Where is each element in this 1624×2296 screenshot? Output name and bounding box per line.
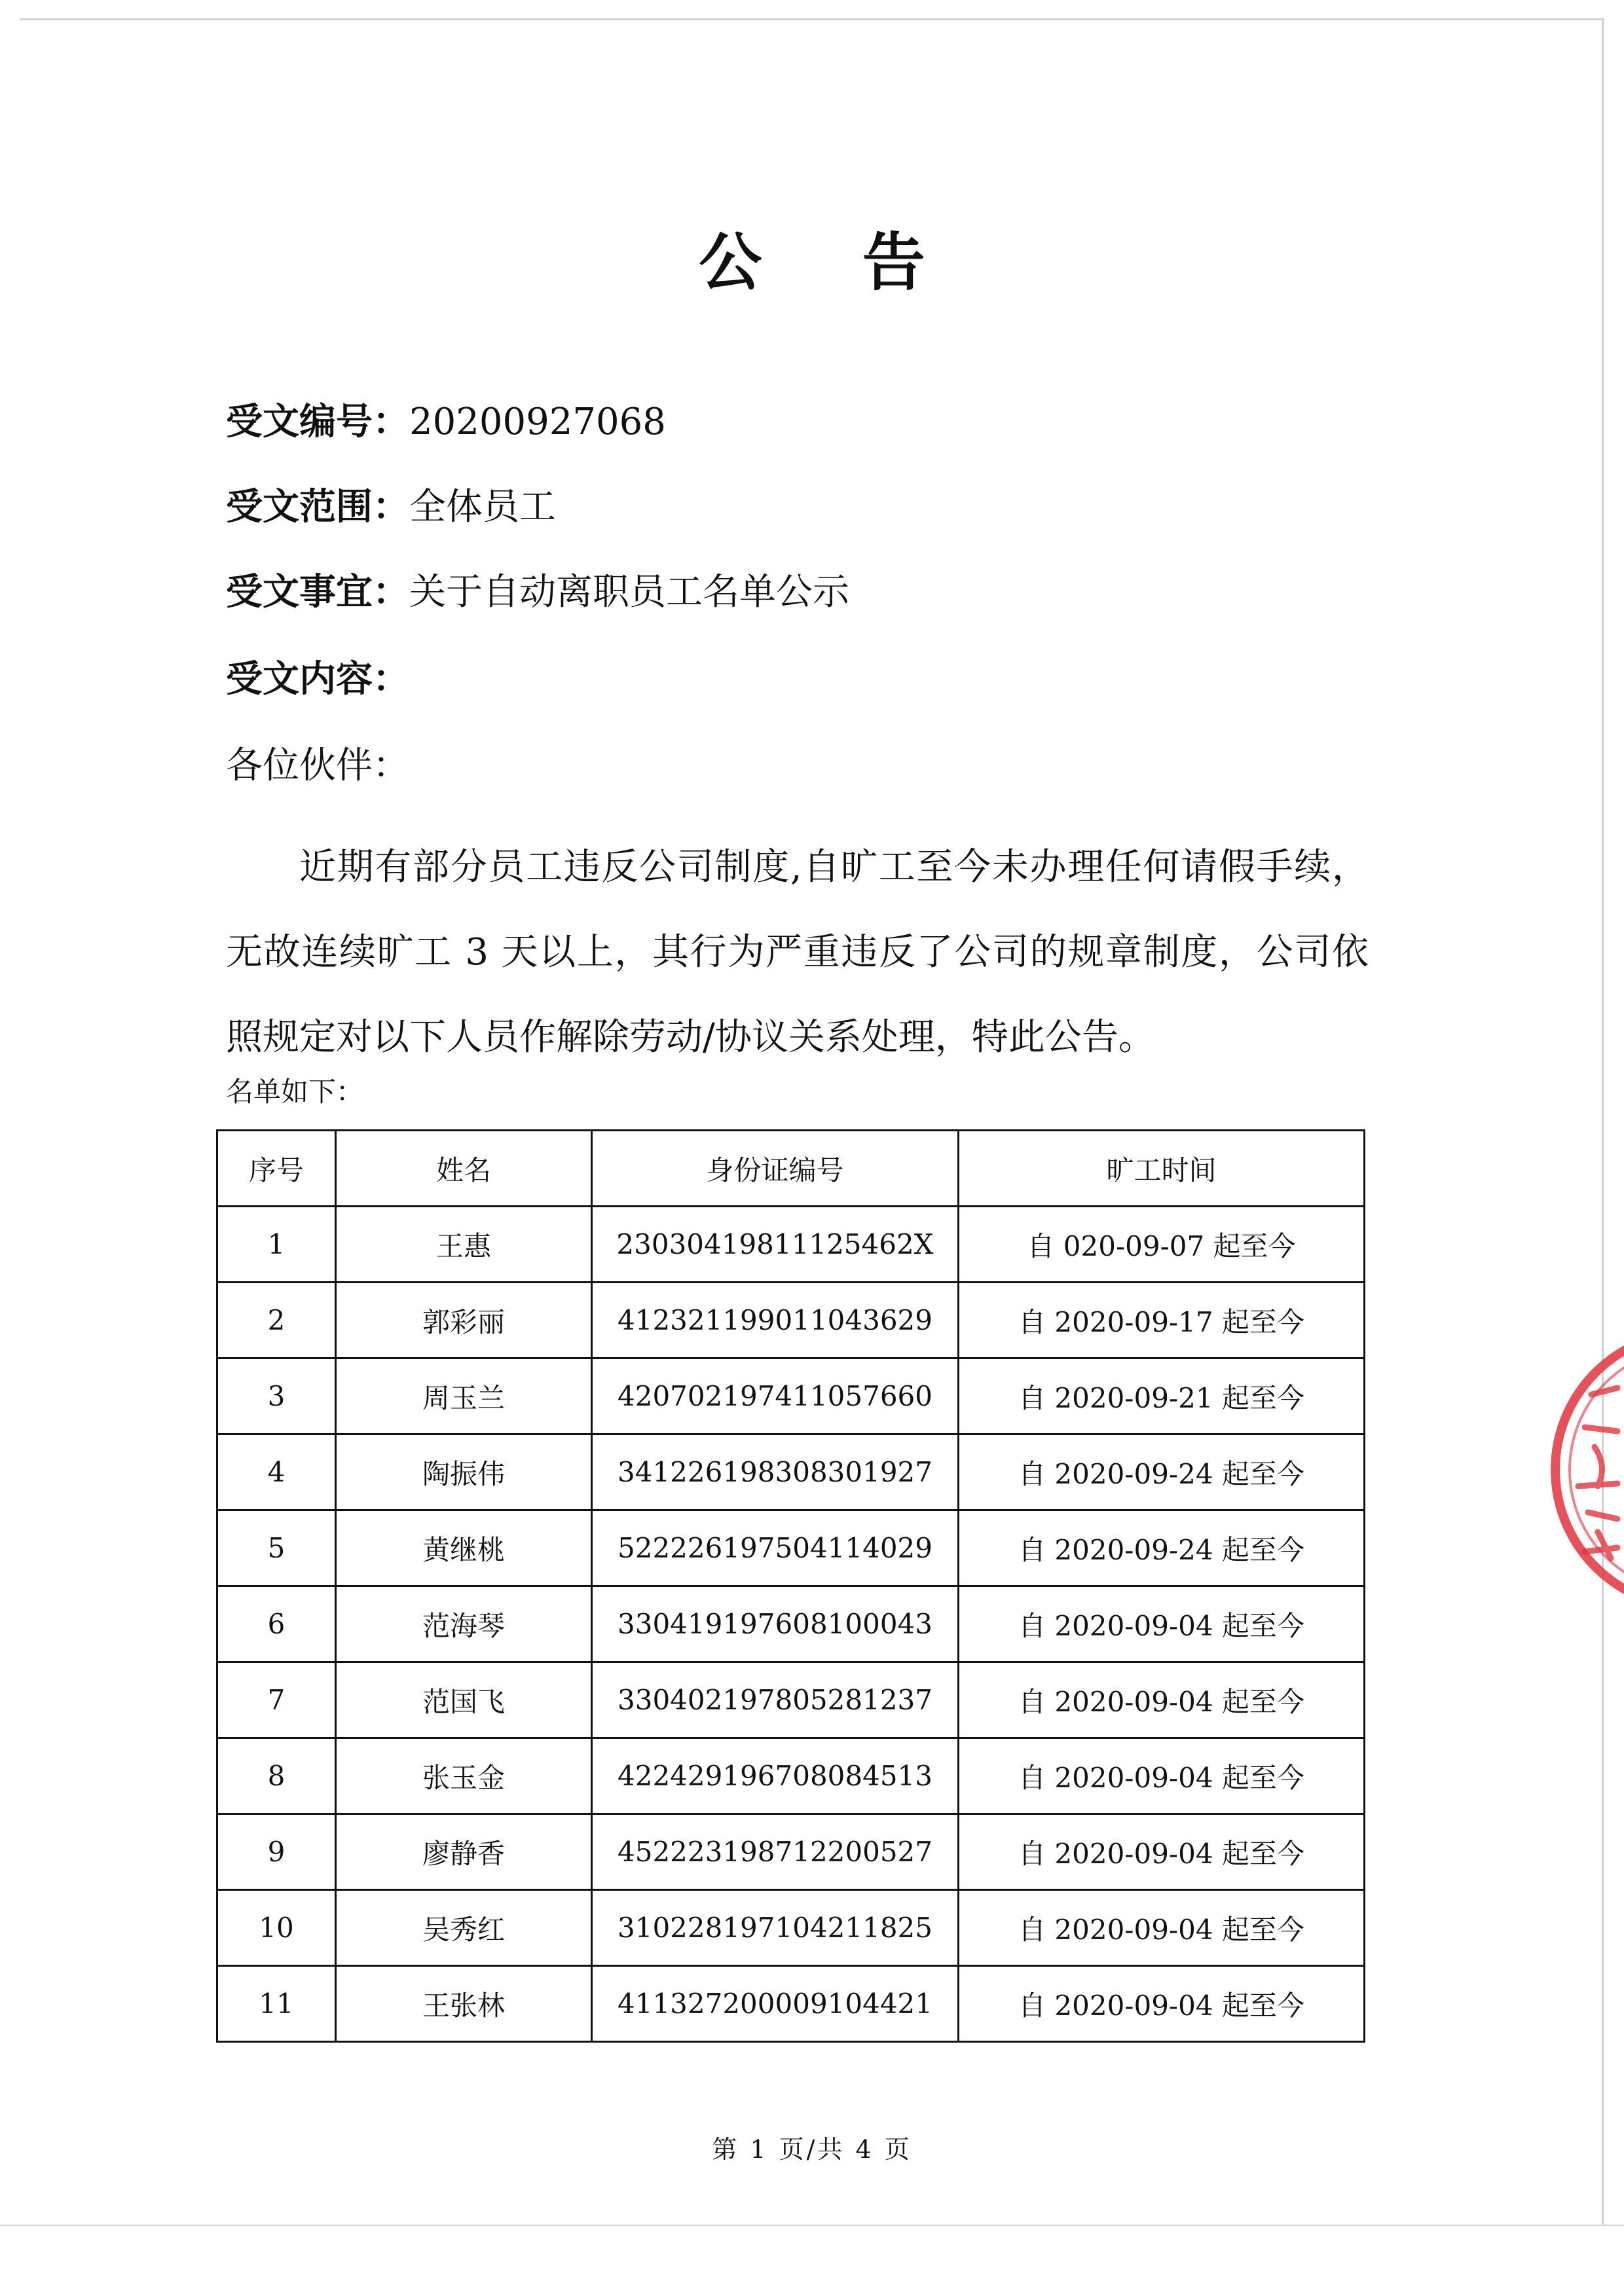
seal-ring: [1555, 1332, 1624, 1607]
cell-index: 3: [217, 1358, 336, 1434]
table-row: [217, 1434, 1365, 1510]
greeting: 各位伙伴：: [226, 744, 409, 787]
cell-index: 11: [217, 1966, 336, 2042]
field-content: [226, 657, 409, 702]
right-edge-line: [1602, 18, 1604, 2225]
field-value: 20200927068: [409, 401, 666, 443]
cell-index: 4: [217, 1434, 336, 1510]
field-label: 受文范围：: [226, 486, 409, 528]
table-row: [217, 1814, 1365, 1890]
cell-id-number: 330419197608100043: [592, 1586, 959, 1662]
company-seal-stamp: [1539, 1316, 1624, 1624]
cell-index: 6: [217, 1586, 336, 1662]
header-index: 序号: [217, 1131, 336, 1207]
cell-absence-time: 自 2020-09-04 起至今: [959, 1814, 1365, 1890]
seal-inner-ring: [1570, 1347, 1624, 1593]
table-row: [217, 1358, 1365, 1434]
cell-id-number: 23030419811125462X: [592, 1207, 959, 1283]
notice-title: 公 告: [699, 226, 965, 299]
cell-name: 周玉兰: [336, 1358, 592, 1434]
page-footer: 第 1 页/共 4 页: [712, 2135, 912, 2164]
cell-id-number: 420702197411057660: [592, 1358, 959, 1434]
header-id-number: 身份证编号: [592, 1131, 959, 1207]
cell-index: 9: [217, 1814, 336, 1890]
table-row: [217, 1586, 1365, 1662]
cell-name: 吴秀红: [336, 1890, 592, 1966]
cell-absence-time: 自 2020-09-17 起至今: [959, 1283, 1365, 1358]
cell-absence-time: 自 2020-09-04 起至今: [959, 1662, 1365, 1738]
table-row: [217, 1738, 1365, 1814]
field-value: 全体员工: [409, 486, 556, 528]
cell-index: 10: [217, 1890, 336, 1966]
cell-index: 1: [217, 1207, 336, 1283]
cell-absence-time: 自 2020-09-04 起至今: [959, 1890, 1365, 1966]
cell-name: 范国飞: [336, 1662, 592, 1738]
cell-id-number: 411327200009104421: [592, 1966, 959, 2042]
cell-absence-time: 自 2020-09-24 起至今: [959, 1434, 1365, 1510]
top-edge-line: [20, 18, 1604, 20]
cell-id-number: 310228197104211825: [592, 1890, 959, 1966]
cell-id-number: 452223198712200527: [592, 1814, 959, 1890]
table-row: [217, 1510, 1365, 1586]
cell-absence-time: 自 2020-09-04 起至今: [959, 1966, 1365, 2042]
field-scope: [226, 484, 556, 530]
cell-name: 黄继桃: [336, 1510, 592, 1586]
cell-id-number: 412321199011043629: [592, 1283, 959, 1358]
header-absence-time: 旷工时间: [959, 1131, 1365, 1207]
cell-absence-time: 自 2020-09-24 起至今: [959, 1510, 1365, 1586]
body-paragraph: 近期有部分员工违反公司制度,自旷工至今未办理任何请假手续，无故连续旷工 3 天以上，其行为严重违反了公司的规章制度，公司依照规定对以下人员作解除劳动/协议关系处理，特此公告。: [226, 846, 1369, 1059]
cell-id-number: 330402197805281237: [592, 1662, 959, 1738]
table-row: [217, 1966, 1365, 2042]
cell-name: 陶振伟: [336, 1434, 592, 1510]
cell-absence-time: 自 2020-09-21 起至今: [959, 1358, 1365, 1434]
cell-index: 7: [217, 1662, 336, 1738]
cell-id-number: 522226197504114029: [592, 1510, 959, 1586]
field-label: 受文内容：: [226, 658, 409, 701]
cell-id-number: 422429196708084513: [592, 1738, 959, 1814]
cell-name: 张玉金: [336, 1738, 592, 1814]
table-header-row: [217, 1131, 1365, 1207]
table-row: [217, 1207, 1365, 1283]
table-row: [217, 1890, 1365, 1966]
cell-name: 范海琴: [336, 1586, 592, 1662]
cell-index: 2: [217, 1283, 336, 1358]
bottom-edge-line: [0, 2225, 1624, 2226]
cell-name: 王张林: [336, 1966, 592, 2042]
cell-absence-time: 自 2020-09-04 起至今: [959, 1586, 1365, 1662]
field-document-number: [226, 399, 666, 445]
cell-absence-time: 自 2020-09-04 起至今: [959, 1738, 1365, 1814]
cell-index: 8: [217, 1738, 336, 1814]
table-row: [217, 1662, 1365, 1738]
field-label: 受文编号：: [226, 401, 409, 443]
field-label: 受文事宜：: [226, 571, 409, 613]
cell-absence-time: 自 020-09-07 起至今: [959, 1207, 1365, 1283]
roster-table: [216, 1129, 1365, 2043]
table-row: [217, 1283, 1365, 1358]
cell-index: 5: [217, 1510, 336, 1586]
field-subject: [226, 570, 849, 615]
header-name: 姓名: [336, 1131, 592, 1207]
cell-id-number: 341226198308301927: [592, 1434, 959, 1510]
cell-name: 王惠: [336, 1207, 592, 1283]
list-label: 名单如下：: [226, 1076, 364, 1108]
cell-name: 郭彩丽: [336, 1283, 592, 1358]
cell-name: 廖静香: [336, 1814, 592, 1890]
field-value: 关于自动离职员工名单公示: [409, 571, 849, 613]
